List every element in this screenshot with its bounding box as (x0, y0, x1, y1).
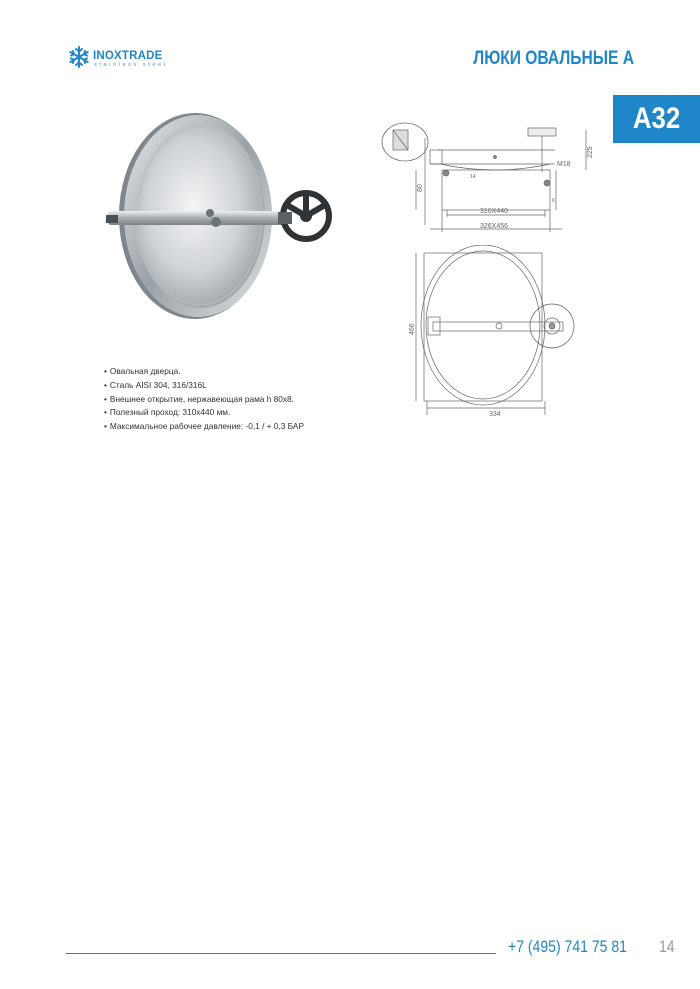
page-title: ЛЮКИ ОВАЛЬНЫЕ А (473, 48, 634, 69)
specs-list (104, 365, 304, 434)
contact-phone[interactable]: +7 (495) 741 75 81 (508, 938, 627, 956)
spec-item: • Овальная дверца. (104, 365, 304, 379)
spec-item: • Сталь AISI 304, 316/316L (104, 379, 304, 393)
product-photo (98, 110, 343, 328)
snowflake-logo-icon (68, 46, 90, 68)
logo-brand-text: INOXTRADE (93, 50, 163, 62)
detail-callout (382, 123, 428, 161)
spec-item: • Внешнее открытие, нержавеющая рама h 80x8. (104, 393, 304, 407)
product-code-tab (613, 95, 700, 143)
product-code: A32 (632, 102, 681, 135)
dim-thread: M18 (557, 161, 571, 168)
footer-divider (66, 953, 496, 954)
dim-front-width: 334 (489, 411, 501, 418)
spec-item: • Полезный проход: 310x440 мм. (104, 406, 304, 420)
page-number: 14 (659, 938, 675, 956)
company-logo (68, 46, 188, 72)
spec-item: • Максимальное рабочее давление: -0,1 / + 0,3 БАР (104, 420, 304, 434)
dim-small-gap: 6 (552, 198, 555, 204)
dim-total-height: 225 (587, 146, 594, 158)
dim-front-height: 466 (409, 323, 416, 335)
technical-drawing-side (380, 120, 600, 238)
dim-frame-height: 80 (417, 184, 424, 192)
dim-small-offset: 14 (470, 174, 476, 180)
logo-tagline: stainless steel (94, 62, 168, 68)
dim-inner-size: 310X440 (480, 208, 509, 215)
technical-drawing-front (380, 245, 595, 430)
dim-outer-size: 326X456 (480, 223, 509, 230)
